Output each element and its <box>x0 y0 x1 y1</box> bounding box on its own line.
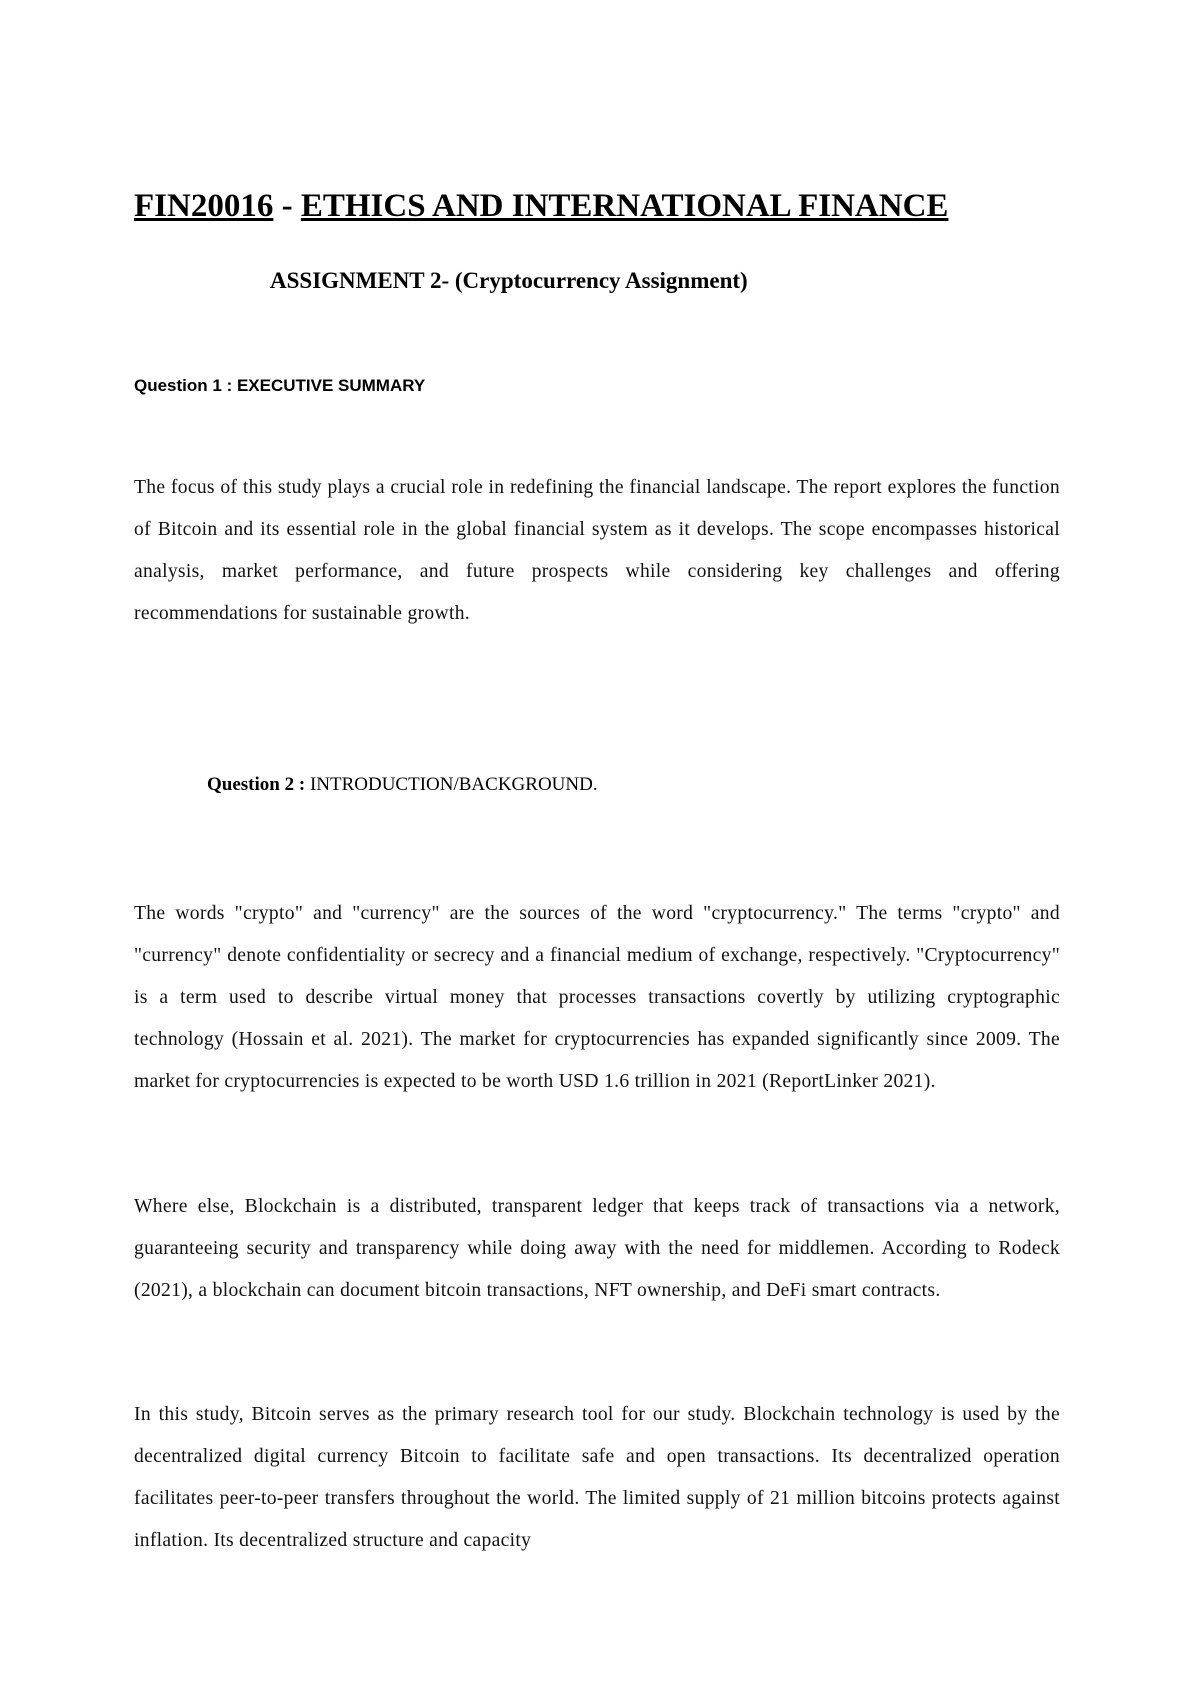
executive-summary-paragraph: The focus of this study plays a crucial role in redefining the financial landscape. The report explores the function of Bitcoin and its essential role in the global financial system as it develops. The scope encompasses historical analysis, market performance, and future prospects while considering key challenges and offering recommendations for sustainable growth. <box>134 477 1060 624</box>
course-name: ETHICS AND INTERNATIONAL FINANCE <box>300 188 949 224</box>
question-2-topic: INTRODUCTION/BACKGROUND. <box>309 774 598 795</box>
document-title <box>134 186 948 226</box>
introduction-paragraph-1: The words "crypto" and "currency" are the sources of the word "cryptocurrency." The terms "crypto" and "currency" denote confidentiality or secrecy and a financial medium of exchange, respectively. "Cryptocurrency" is a term used to describe virtual money that processes transactions covertly by utilizing cryptographic technology (Hossain et al. 2021). The market for cryptocurrencies has expanded significantly since 2009. The market for cryptocurrencies is expected to be worth USD 1.6 trillion in 2021 (ReportLinker 2021). <box>134 903 1060 1092</box>
introduction-paragraph-3: In this study, Bitcoin serves as the primary research tool for our study. Blockchain technology is used by the decentralized digital currency Bitcoin to facilitate safe and open transactions. Its decentralized operation facilitates peer-to-peer transfers throughout the world. The limited supply of 21 million bitcoins protects against inflation. Its decentralized structure and capacity <box>134 1404 1060 1551</box>
assignment-subtitle: ASSIGNMENT 2- (Cryptocurrency Assignment) <box>270 268 748 293</box>
question-2-label: Question 2 : <box>207 774 310 795</box>
introduction-paragraph-2: Where else, Blockchain is a distributed, transparent ledger that keeps track of transactions via a network, guaranteeing security and transparency while doing away with the need for middlemen. According to Rodeck (2021), a blockchain can document bitcoin transactions, NFT ownership, and DeFi smart contracts. <box>134 1196 1060 1301</box>
question-1-heading: Question 1 : EXECUTIVE SUMMARY <box>134 376 426 395</box>
title-separator: - <box>273 188 301 224</box>
course-code: FIN20016 <box>134 188 274 224</box>
question-2-heading <box>207 772 598 798</box>
